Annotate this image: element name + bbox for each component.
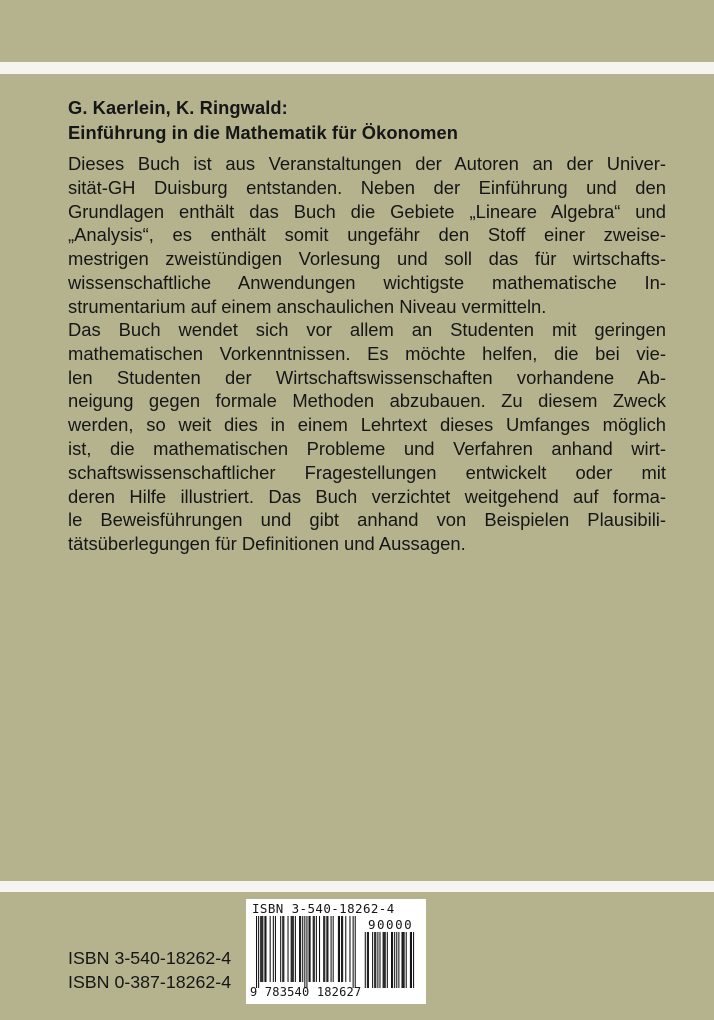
barcode-addon-bar [387,932,388,988]
barcode-bar [319,916,320,982]
barcode-bar [288,916,289,982]
paragraph-line: werden, so weit dies in einem Lehrtext dieses Umfanges möglich [68,414,666,436]
barcode-bar [327,916,328,982]
barcode-bar [314,916,315,982]
barcode-bar [292,916,293,982]
barcode [246,899,426,1004]
paragraph-1 [68,152,666,319]
book-title: Einführung in die Mathematik für Ökonomen [68,122,459,143]
paragraph-line: strumentarium auf einem anschaulichen Niveau vermitteln. [68,295,547,317]
barcode-bar [293,916,294,982]
barcode-bar [280,916,281,982]
barcode-addon-digits: 90000 [368,917,414,932]
barcode-addon-bar [379,932,380,988]
barcode-bar [265,916,266,982]
barcode-bar [353,916,354,988]
paragraph-line: schaftswissenschaftlicher Fragestellungen entwickelt oder mit [68,461,666,483]
barcode-bar [304,916,305,988]
barcode-addon-bar [403,932,404,988]
barcode-addon-bar [383,932,384,988]
barcode-bar [300,916,301,982]
barcode-bar [309,916,310,982]
barcode-bar [260,916,261,982]
barcode-bar [270,916,271,982]
barcode-addon-bar [391,932,392,988]
paragraph-line: tätsüberlegungen für Definitionen und Aussagen. [68,533,466,555]
barcode-bar [316,916,317,982]
barcode-bar [258,916,259,988]
barcode-addon-bar [398,932,399,988]
barcode-bar [342,916,343,982]
barcode-bar [302,916,303,982]
barcode-bar [326,916,327,982]
barcode-bar [262,916,263,982]
barcode-ean-digits: 9 783540 182627 [250,985,362,999]
barcode-addon-bar [404,932,405,988]
barcode-bar [299,916,300,982]
paragraph-2 [68,318,666,556]
barcode-bar [331,916,332,982]
author-line: G. Kaerlein, K. Ringwald: [68,97,288,118]
barcode-bar [324,916,325,982]
barcode-bar [345,916,346,982]
barcode-bar [283,916,284,982]
paragraph-line: neigung gegen formale Methoden abzubauen. Zu diesem Zweck [68,390,666,412]
barcode-bar [295,916,296,982]
paragraph-line: deren Hilfe illustriert. Das Buch verzichtet weitgehend auf forma- [68,485,666,507]
paragraph-line: ist, die mathematischen Probleme und Verfahren anhand wirt- [68,437,666,459]
bottom-white-band [0,881,714,892]
paragraph-line: mathematischen Vorkenntnissen. Es möchte helfen, die bei vie- [68,342,666,364]
barcode-bar [323,916,324,982]
isbn-line-1: ISBN 3-540-18262-4 [68,948,232,968]
barcode-bar [261,916,262,982]
barcode-addon-bar [402,932,403,988]
barcode-addon-bar [368,932,369,988]
barcode-addon-bar [375,932,376,988]
barcode-bar [310,916,311,982]
barcode-bar [306,916,307,988]
barcode-addon-bar [406,932,407,988]
barcode-bar [256,916,257,988]
paragraph-line: mestrigen zweistündigen Vorlesung und soll das für wirtschafts- [68,248,666,270]
barcode-addon-bar [377,932,378,988]
barcode-addon-bar [385,932,386,988]
barcode-addon-bar [367,932,368,988]
paragraph-line: wissenschaftliche Anwendungen wichtigste mathematische In- [68,271,666,293]
back-cover-text [68,95,666,555]
barcode-isbn-text: ISBN 3-540-18262-4 [252,901,395,916]
barcode-bar [273,916,274,982]
paragraph-line: Das Buch wendet sich vor allem an Studenten mit geringen [68,319,666,340]
barcode-addon-bar [365,932,366,988]
paragraph-line: Dieses Buch ist aus Veranstaltungen der Autoren an der Univer- [68,153,666,174]
barcode-addon-bar [384,932,385,988]
barcode-bar [313,916,314,982]
barcode-addon-bar [410,932,411,988]
barcode-addon-bar [374,932,375,988]
barcode-addon-bar [411,932,412,988]
barcode-bar [291,916,292,982]
paragraph-line: Grundlagen enthält das Buch die Gebiete „Lineare Algebra“ und [68,200,666,222]
barcode-bar [355,916,356,988]
barcode-bar [341,916,342,982]
barcode-bar [275,916,276,982]
barcode-addon-bar [372,932,373,988]
barcode-bar [282,916,283,982]
barcode-bar [264,916,265,982]
barcode-addon-bar [413,932,414,988]
top-white-band [0,62,714,74]
barcode-bar [339,916,340,982]
barcode-bar [349,916,350,982]
paragraph-line: len Studenten der Wirtschaftswissenschaften vorhandene Ab- [68,366,666,388]
barcode-addon-bar [392,932,393,988]
barcode-addon-bar [394,932,395,988]
paragraph-line: le Beweisführungen und gibt anhand von Beispielen Plausibili- [68,509,666,531]
barcode-bar [338,916,339,982]
isbn-numbers [68,946,231,994]
isbn-line-2: ISBN 0-387-18262-4 [68,972,232,992]
barcode-addon-bar [396,932,397,988]
barcode-bar [333,916,334,982]
paragraph-line: sität-GH Duisburg entstanden. Neben der Einführung und den [68,176,666,198]
paragraph-line: „Analysis“, es enthält somit ungefähr den Stoff einer zweise- [68,224,666,246]
